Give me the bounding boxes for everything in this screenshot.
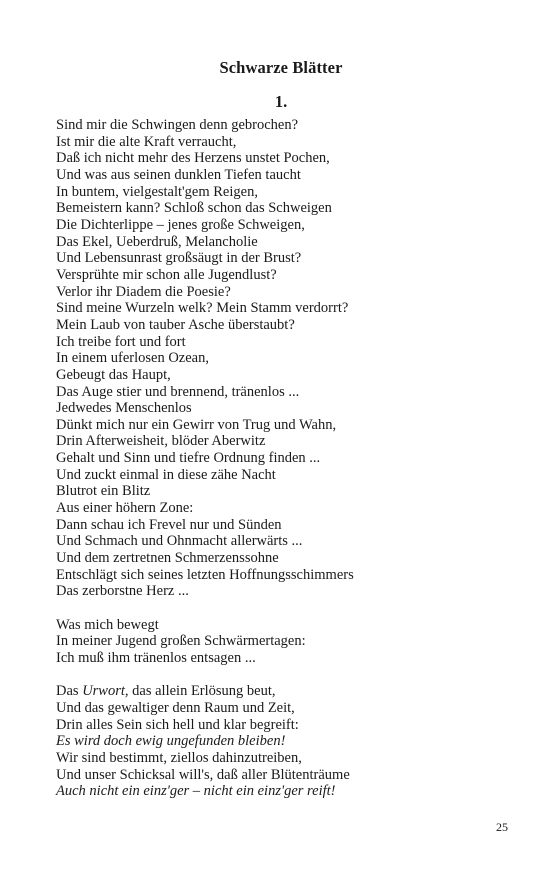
italic-text: Auch nicht ein einz'ger – nicht ein einz'ger reift! xyxy=(56,783,336,800)
line-text: Dann schau ich Frevel nur und Sünden xyxy=(56,516,282,533)
poem-line xyxy=(56,284,526,301)
line-text: Wir sind bestimmt, ziellos dahinzutreiben, xyxy=(56,749,302,766)
line-text: Das zerborstne Herz ... xyxy=(56,583,189,600)
poem-line xyxy=(56,400,526,417)
line-text: Daß ich nicht mehr des Herzens unstet Pochen, xyxy=(56,150,330,167)
poem-line xyxy=(56,567,526,584)
poem-line xyxy=(56,234,526,251)
line-text: Verlor ihr Diadem die Poesie? xyxy=(56,283,231,300)
line-text: Die Dichterlippe – jenes große Schweigen, xyxy=(56,216,305,233)
poem-line xyxy=(56,583,526,600)
poem-line xyxy=(56,633,526,650)
line-text: Bemeistern kann? Schloß schon das Schweigen xyxy=(56,200,332,217)
line-text: Blutrot ein Blitz xyxy=(56,483,151,500)
poem-line xyxy=(56,517,526,534)
poem-line xyxy=(56,317,526,334)
poem-line xyxy=(56,550,526,567)
poem-line xyxy=(56,433,526,450)
poem-line xyxy=(56,150,526,167)
poem-line xyxy=(56,733,526,750)
italic-text: Urwort, xyxy=(82,683,129,700)
line-text: Und Schmach und Ohnmacht allerwärts ... xyxy=(56,533,303,550)
line-text: Und Lebensunrast großsäugt in der Brust? xyxy=(56,250,302,267)
page-title: Schwarze Blätter xyxy=(219,58,343,77)
italic-text: Es wird doch ewig ungefunden bleiben! xyxy=(56,733,286,750)
line-text: Entschlägt sich seines letzten Hoffnungsschimmers xyxy=(56,566,354,583)
poem-stanza xyxy=(56,117,526,600)
poem-line xyxy=(56,384,526,401)
line-text: In meiner Jugend großen Schwärmertagen: xyxy=(56,633,306,650)
line-text: Und unser Schicksal will's, daß aller Blütenträume xyxy=(56,766,350,783)
poem-stanza xyxy=(56,617,526,667)
line-text: Sind mir die Schwingen denn gebrochen? xyxy=(56,117,299,133)
line-text: Aus einer höhern Zone: xyxy=(56,500,194,517)
line-text: Jedwedes Menschenlos xyxy=(56,400,192,417)
poem-line xyxy=(56,200,526,217)
poem-line xyxy=(56,300,526,317)
line-text: Gehalt und Sinn und tiefre Ordnung finden ... xyxy=(56,450,321,467)
poem-line xyxy=(56,350,526,367)
line-text: Drin alles Sein sich hell und klar begreift: xyxy=(56,716,299,733)
poem-line xyxy=(56,483,526,500)
poem-line xyxy=(56,783,526,800)
poem-line xyxy=(56,367,526,384)
section-number: 1. xyxy=(274,92,288,111)
line-text: Das xyxy=(56,683,83,700)
line-text: Mein Laub von tauber Asche überstaubt? xyxy=(56,316,295,333)
line-text: Dünkt mich nur ein Gewirr von Trug und Wahn, xyxy=(56,416,337,433)
poem-line xyxy=(56,650,526,667)
poem-line xyxy=(56,334,526,351)
line-text: Und was aus seinen dunklen Tiefen taucht xyxy=(56,166,301,183)
poem-line xyxy=(56,717,526,734)
line-text: Was mich bewegt xyxy=(56,616,159,633)
page-number: 25 xyxy=(496,820,508,834)
poem-line xyxy=(56,250,526,267)
poem-line xyxy=(56,184,526,201)
line-text: Ich treibe fort und fort xyxy=(56,333,186,350)
poem-line xyxy=(56,167,526,184)
poem-line xyxy=(56,467,526,484)
poem-line xyxy=(56,750,526,767)
line-text: Und dem zertretnen Schmerzenssohne xyxy=(56,550,279,567)
line-text: das allein Erlösung beut, xyxy=(128,683,276,700)
poem-stanza xyxy=(56,683,526,800)
poem-line xyxy=(56,267,526,284)
line-text: Gebeugt das Haupt, xyxy=(56,366,171,383)
line-text: In buntem, vielgestalt'gem Reigen, xyxy=(56,183,258,200)
poem-line xyxy=(56,617,526,634)
line-text: Das Ekel, Ueberdruß, Melancholie xyxy=(56,233,258,250)
line-text: Das Auge stier und brennend, tränenlos ... xyxy=(56,383,300,400)
poem-line xyxy=(56,217,526,234)
poem-line xyxy=(56,500,526,517)
line-text: In einem uferlosen Ozean, xyxy=(56,350,209,367)
line-text: Versprühte mir schon alle Jugendlust? xyxy=(56,266,277,283)
poem-line xyxy=(56,767,526,784)
poem-line xyxy=(56,117,526,134)
line-text: Sind meine Wurzeln welk? Mein Stamm verdorrt? xyxy=(56,300,349,317)
poem-body xyxy=(56,117,526,800)
poem-line xyxy=(56,533,526,550)
line-text: Drin Afterweisheit, blöder Aberwitz xyxy=(56,433,266,450)
poem-line xyxy=(56,134,526,151)
poem-line xyxy=(56,450,526,467)
poem-line xyxy=(56,417,526,434)
line-text: Ist mir die alte Kraft verraucht, xyxy=(56,133,237,150)
line-text: Und das gewaltiger denn Raum und Zeit, xyxy=(56,699,295,716)
poem-line xyxy=(56,683,526,700)
line-text: Und zuckt einmal in diese zähe Nacht xyxy=(56,466,276,483)
poem-line xyxy=(56,700,526,717)
line-text: Ich muß ihm tränenlos entsagen ... xyxy=(56,649,256,666)
